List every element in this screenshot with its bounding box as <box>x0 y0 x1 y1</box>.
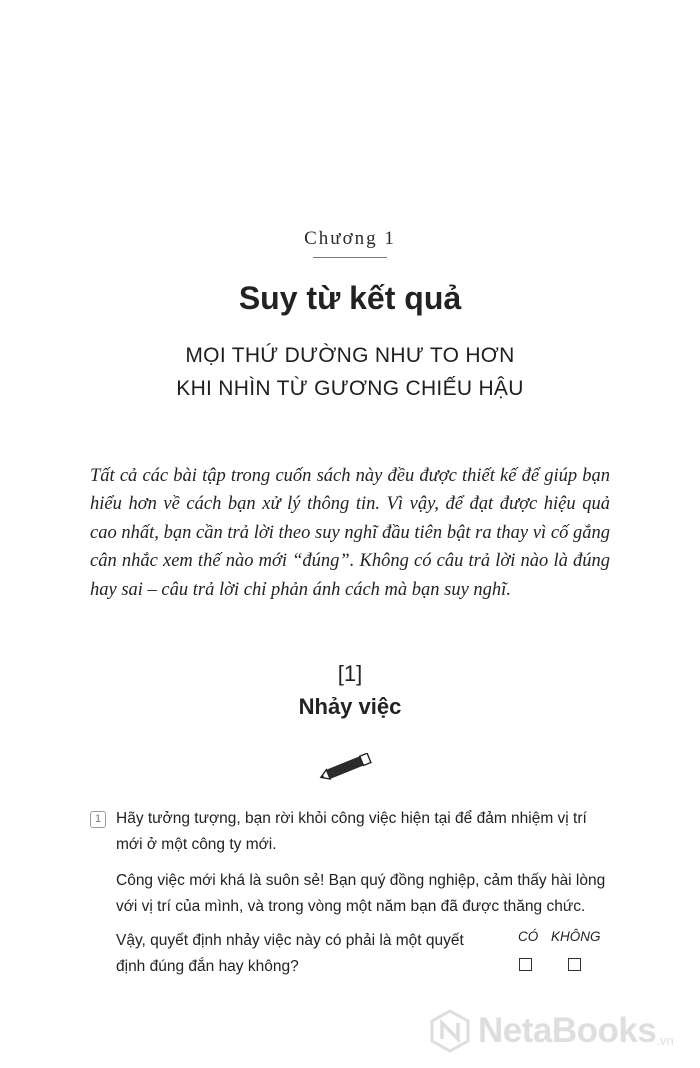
chapter-label: Chương 1 <box>304 228 396 249</box>
option-no-label: KHÔNG <box>551 929 601 944</box>
intro-paragraph: Tất cả các bài tập trong cuốn sách này đều được thiết kế để giúp bạn hiểu hơn về cách bạn xử lý thông tin. Vì vậy, để đạt được hiệu quả cao nhất, bạn cần trả lời theo suy nghĩ đầu tiên bật ra thay vì cố gắng cân nhắc xem thế nào mới “đúng”. Không có câu trả lời nào là đúng hay sai – câu trả lời chỉ phản ánh cách mà bạn suy nghĩ. <box>90 466 610 600</box>
checkbox-no[interactable] <box>568 958 581 971</box>
netabooks-logo-icon <box>428 1009 472 1053</box>
exercise-number: [1] <box>337 661 363 686</box>
watermark <box>428 1007 700 1055</box>
watermark-brand: NetaBooks <box>478 1011 657 1050</box>
watermark-suffix: .vn <box>656 1032 674 1048</box>
question-paragraph-1: Hãy tưởng tượng, bạn rời khỏi công việc hiện tại để đảm nhiệm vị trí mới ở một công ty mới. <box>116 810 587 853</box>
checkbox-yes[interactable] <box>519 958 532 971</box>
option-yes-label: CÓ <box>518 929 539 944</box>
question-number-badge: 1 <box>90 811 106 828</box>
exercise-title: Nhảy việc <box>298 694 402 719</box>
question-paragraph-2: Công việc mới khá là suôn sẻ! Bạn quý đồng nghiệp, cảm thấy hài lòng với vị trí của mình, và trong vòng một năm bạn đã được thăng chức. <box>116 872 606 915</box>
chapter-subtitle-line-1: MỌI THỨ DƯỜNG NHƯ TO HƠN <box>185 344 515 367</box>
chapter-subtitle-line-2: KHI NHÌN TỪ GƯƠNG CHIẾU HẬU <box>176 377 524 400</box>
chapter-title: Suy từ kết quả <box>238 280 462 316</box>
pencil-icon <box>313 753 375 783</box>
question-prompt: Vậy, quyết định nhảy việc này có phải là một quyết định đúng đắn hay không? <box>116 932 464 975</box>
chapter-divider <box>313 257 387 258</box>
